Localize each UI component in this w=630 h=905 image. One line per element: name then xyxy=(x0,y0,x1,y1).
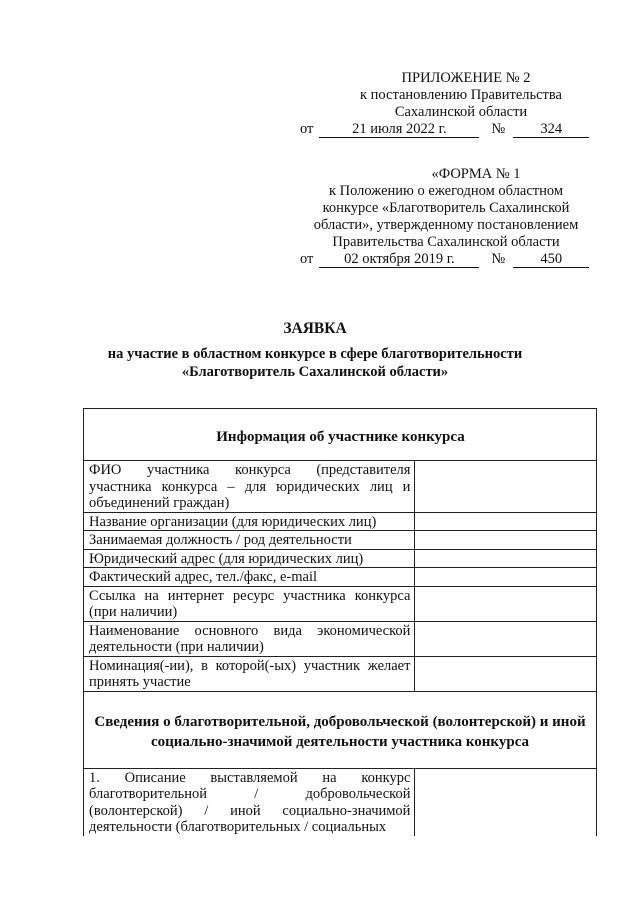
table-row xyxy=(84,568,597,587)
table-row xyxy=(84,512,597,531)
row-label-activity: Наименование основного вида экономической деятельности (при наличии) xyxy=(84,621,415,656)
annex-line-2: Сахалинской области xyxy=(394,104,528,120)
document-title: ЗАЯВКА xyxy=(283,320,347,337)
row-label-actual-address: Фактический адрес, тел./факс, e-mail xyxy=(84,568,415,587)
section-activity-info: Сведения о благотворительной, добровольческой (волонтерской) и иной социально-значимой деятельности участника конкурса xyxy=(84,691,597,768)
row-value-activity[interactable] xyxy=(415,621,597,656)
table-row xyxy=(84,461,597,513)
application-form-table xyxy=(83,408,597,836)
form-line-1: к Положению о ежегодном областном xyxy=(328,183,564,199)
annex-number: 324 xyxy=(513,121,589,138)
annex-date: 21 июля 2022 г. xyxy=(319,121,479,138)
annex-block xyxy=(300,70,592,138)
row-label-position: Занимаемая должность / род деятельности xyxy=(84,531,415,550)
document-subtitle-1: на участие в областном конкурсе в сфере благотворительности xyxy=(107,346,523,362)
row-label-description: 1. Описание выставляемой на конкурс благотворительной / добровольческой (волонтерской) / иной социально-значимой деятельности (благотворительных / социальных xyxy=(84,768,415,836)
row-label-fio: ФИО участника конкурса (представителя участника конкурса – для юридических лиц и объединений граждан) xyxy=(84,461,415,513)
row-label-organization: Название организации (для юридических лиц) xyxy=(84,512,415,531)
row-value-website[interactable] xyxy=(415,586,597,621)
section-participant-info: Информация об участнике конкурса xyxy=(84,409,597,461)
form-date-row xyxy=(300,251,592,268)
annex-title: ПРИЛОЖЕНИЕ № 2 xyxy=(401,70,531,86)
annex-no-label: № xyxy=(491,121,506,137)
row-value-position[interactable] xyxy=(415,531,597,550)
row-value-description[interactable] xyxy=(415,768,597,836)
annex-date-row xyxy=(300,121,592,138)
row-value-fio[interactable] xyxy=(415,461,597,513)
row-value-organization[interactable] xyxy=(415,512,597,531)
row-label-website: Ссылка на интернет ресурс участника конкурса (при наличии) xyxy=(84,586,415,621)
row-value-legal-address[interactable] xyxy=(415,549,597,568)
annex-line-1: к постановлению Правительства xyxy=(360,87,562,103)
row-label-legal-address: Юридический адрес (для юридических лиц) xyxy=(84,549,415,568)
form-line-2: конкурсе «Благотворитель Сахалинской xyxy=(322,200,570,216)
row-value-nomination[interactable] xyxy=(415,656,597,691)
annex-ot-label: от xyxy=(300,121,314,137)
table-row xyxy=(84,586,597,621)
form-no-label: № xyxy=(491,251,506,267)
form-block xyxy=(300,166,592,268)
table-row xyxy=(84,656,597,691)
document-subtitle-2: «Благотворитель Сахалинской области» xyxy=(181,364,449,380)
table-row xyxy=(84,768,597,836)
table-row xyxy=(84,621,597,656)
row-label-nomination: Номинация(-ии), в которой(-ых) участник желает принять участие xyxy=(84,656,415,691)
form-title: «ФОРМА № 1 xyxy=(431,166,521,182)
form-ot-label: от xyxy=(300,251,314,267)
form-date: 02 октября 2019 г. xyxy=(319,251,479,268)
table-row xyxy=(84,549,597,568)
row-value-actual-address[interactable] xyxy=(415,568,597,587)
form-number: 450 xyxy=(513,251,589,268)
form-line-4: Правительства Сахалинской области xyxy=(332,234,560,250)
table-row xyxy=(84,531,597,550)
form-line-3: области», утвержденному постановлением xyxy=(313,217,579,233)
